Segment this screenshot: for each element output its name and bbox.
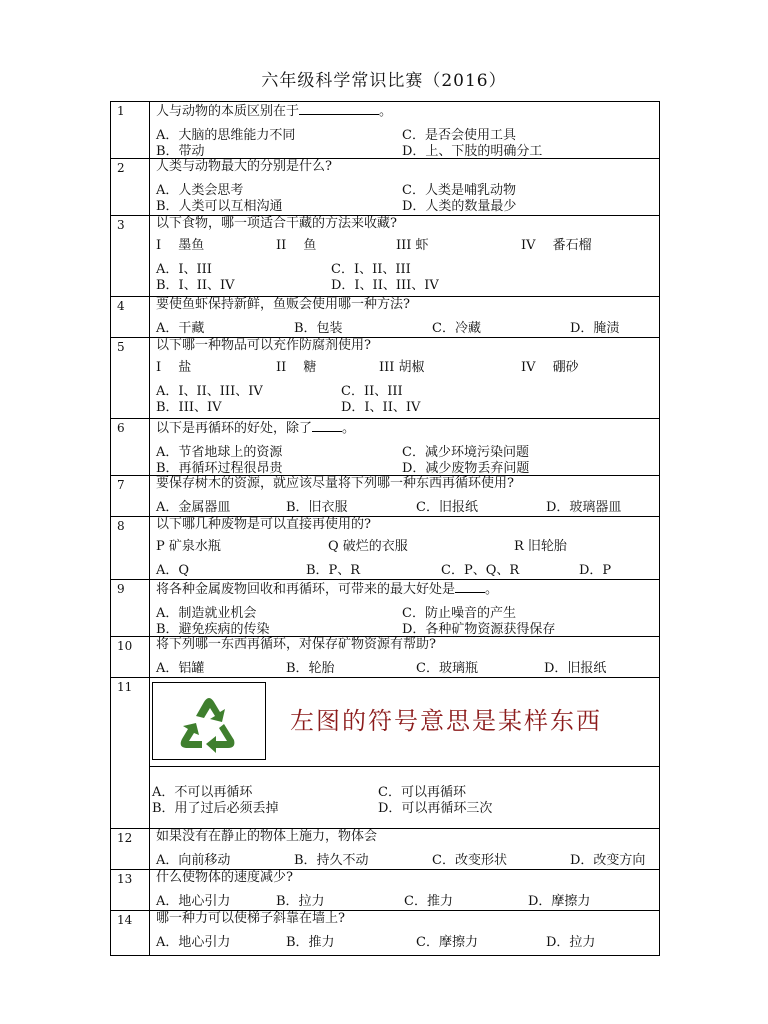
option-b[interactable]: B．P、R — [306, 563, 361, 578]
page-title: 六年级科学常识比赛（2016） — [261, 71, 507, 91]
option-d[interactable]: D．各种矿物资源获得保存 — [402, 622, 556, 637]
item-i: I 盐 — [156, 360, 192, 375]
question-text: 以下食物，哪一项适合干藏的方法来收藏? — [156, 216, 397, 231]
option-d[interactable]: D．摩擦力 — [528, 894, 591, 909]
item-iv: IV 硼砂 — [521, 360, 579, 375]
option-c[interactable]: C．人类是哺乳动物 — [402, 183, 516, 198]
option-a[interactable]: A．节省地球上的资源 — [156, 445, 283, 460]
question-number: 7 — [111, 476, 150, 517]
option-a[interactable]: A．铝罐 — [156, 661, 205, 676]
question-text: 什么使物体的速度减少? — [156, 870, 293, 885]
option-c[interactable]: C．防止噪音的产生 — [402, 606, 516, 621]
option-d[interactable]: D．拉力 — [546, 935, 596, 950]
recycle-icon — [164, 686, 254, 756]
question-text: 将下列哪一东西再循环，对保存矿物资源有帮助? — [156, 637, 436, 652]
option-a[interactable]: A．干藏 — [156, 321, 205, 336]
question-text: 要保存树木的资源，就应该尽量将下列哪一种东西再循环使用? — [156, 476, 514, 491]
question-row-14 — [111, 911, 660, 956]
question-row-4 — [111, 297, 660, 338]
question-text: 哪一种力可以使梯子斜靠在墙上? — [156, 911, 345, 926]
question-number: 2 — [111, 159, 150, 216]
question-number: 4 — [111, 297, 150, 338]
option-b[interactable]: B．拉力 — [276, 894, 325, 909]
option-c[interactable]: C．P、Q、R — [441, 563, 520, 578]
option-a[interactable]: A．I、II、III、IV — [156, 384, 263, 399]
option-c[interactable]: C．减少环境污染问题 — [402, 445, 529, 460]
question-row-6: 6 以下是再循环的好处，除了 。 A．节省地球上的资源 C．减少环境污染问题 B．再循环过程很昂贵 D．减少废物丢弃问题 — [111, 419, 660, 476]
option-d[interactable]: D．人类的数量最少 — [402, 199, 517, 214]
option-b[interactable]: B．人类可以互相沟通 — [156, 199, 283, 214]
item-iii: III 虾 — [396, 238, 429, 253]
question-number: 8 — [111, 517, 150, 580]
question-text: 人与动物的本质区别在于 — [156, 104, 300, 119]
option-d[interactable]: D．I、II、III、IV — [331, 278, 439, 293]
question-row-7 — [111, 476, 660, 517]
option-d[interactable]: D．旧报纸 — [544, 661, 607, 676]
question-text: 人类与动物最大的分别是什么? — [156, 159, 332, 174]
recycle-symbol-image — [152, 682, 266, 760]
option-c[interactable]: C．改变形状 — [432, 853, 507, 868]
option-d[interactable]: D．减少废物丢弃问题 — [402, 461, 530, 476]
question-row-1: 1 人与动物的本质区别在于 。 A．大脑的思维能力不同 C．是否会使用工具 B．带动 D．上、下肢的明确分工 — [111, 102, 660, 159]
answer-blank[interactable] — [299, 102, 379, 115]
option-c[interactable]: C．玻璃瓶 — [416, 661, 478, 676]
option-b[interactable]: B．轮胎 — [286, 661, 335, 676]
item-r: R 旧轮胎 — [514, 539, 567, 554]
question-text: 要使鱼虾保持新鲜，鱼贩会使用哪一种方法? — [156, 297, 410, 312]
question-number: 3 — [111, 216, 150, 297]
question-row-13 — [111, 870, 660, 911]
question-text: 以下哪几种废物是可以直接再使用的? — [156, 517, 371, 532]
question-text: 如果没有在静止的物体上施力，物体会 — [156, 829, 378, 844]
option-b[interactable]: B．包装 — [294, 321, 343, 336]
item-q: Q 破烂的衣服 — [328, 539, 408, 554]
item-iv: IV 番石榴 — [521, 238, 592, 253]
option-c[interactable]: C．可以再循环 — [378, 785, 466, 800]
question-text: 以下哪一种物品可以充作防腐剂使用? — [156, 338, 371, 353]
question-row-10 — [111, 637, 660, 678]
option-a[interactable]: A．向前移动 — [156, 853, 231, 868]
question-number: 9 — [111, 580, 150, 637]
option-a[interactable]: A．人类会思考 — [156, 183, 244, 198]
option-d[interactable]: D．I、II、IV — [341, 400, 421, 415]
option-a[interactable]: A．地心引力 — [156, 894, 231, 909]
option-c[interactable]: C．摩擦力 — [416, 935, 478, 950]
option-d[interactable]: D．改变方向 — [570, 853, 646, 868]
question-row-3 — [111, 216, 660, 297]
question-row-8 — [111, 517, 660, 580]
image-caption: 左图的符号意思是某样东西 — [290, 707, 602, 735]
option-a[interactable]: A．不可以再循环 — [152, 785, 253, 800]
option-c[interactable]: C．旧报纸 — [416, 500, 478, 515]
question-text: 将各种金属废物回收和再循环，可带来的最大好处是 — [156, 582, 456, 597]
option-c[interactable]: C．推力 — [404, 894, 453, 909]
option-a[interactable]: A．地心引力 — [156, 935, 231, 950]
question-text: 以下是再循环的好处，除了 — [156, 421, 313, 436]
option-c[interactable]: C．I、II、III — [331, 262, 411, 277]
option-d[interactable]: D．上、下肢的明确分工 — [402, 144, 543, 159]
question-number: 6 — [111, 419, 150, 476]
question-row-2 — [111, 159, 660, 216]
option-c[interactable]: C．是否会使用工具 — [402, 128, 516, 143]
option-d[interactable]: D．P — [579, 563, 612, 578]
option-a[interactable]: A．Q — [156, 563, 190, 578]
item-ii: II 糖 — [276, 360, 317, 375]
item-iii: III 胡椒 — [379, 360, 425, 375]
option-b[interactable]: B．用了过后必须丢掉 — [152, 801, 279, 816]
question-number: 12 — [111, 829, 150, 870]
item-ii: II 鱼 — [276, 238, 317, 253]
item-i: I 墨鱼 — [156, 238, 205, 253]
option-d[interactable]: D．玻璃器皿 — [546, 500, 622, 515]
option-b[interactable]: B．带动 — [156, 144, 205, 159]
option-c[interactable]: C．II、III — [341, 384, 403, 399]
question-number: 11 — [111, 678, 150, 829]
question-number: 14 — [111, 911, 150, 956]
question-row-9: 9 将各种金属废物回收和再循环，可带来的最大好处是 。 A．制造就业机会 C．防止噪音的产生 B．避免疾病的传染 D．各种矿物资源获得保存 — [111, 580, 660, 637]
option-a[interactable]: A．金属器皿 — [156, 500, 231, 515]
question-row-12 — [111, 829, 660, 870]
option-a[interactable]: A．I、III — [156, 262, 212, 277]
item-p: P 矿泉水瓶 — [156, 539, 221, 554]
option-a[interactable]: A．制造就业机会 — [156, 606, 257, 621]
option-b[interactable]: B．I、II、IV — [156, 278, 235, 293]
option-b[interactable]: B．III、IV — [156, 400, 222, 415]
question-number: 13 — [111, 870, 150, 911]
option-b[interactable]: B．避免疾病的传染 — [156, 622, 270, 637]
option-b[interactable]: B．持久不动 — [294, 853, 369, 868]
option-d[interactable]: D．腌渍 — [570, 321, 620, 336]
question-row-11 — [111, 678, 660, 829]
option-b[interactable]: B．推力 — [286, 935, 335, 950]
answer-blank[interactable] — [455, 580, 485, 593]
answer-blank[interactable] — [312, 419, 342, 432]
question-number: 5 — [111, 338, 150, 419]
option-b[interactable]: B．再循环过程很昂贵 — [156, 461, 283, 476]
question-number: 1 — [111, 102, 150, 159]
question-row-5 — [111, 338, 660, 419]
question-number: 10 — [111, 637, 150, 678]
quiz-table — [110, 101, 660, 956]
option-b[interactable]: B．旧衣服 — [286, 500, 348, 515]
option-d[interactable]: D．可以再循环三次 — [378, 801, 493, 816]
option-a[interactable]: A．大脑的思维能力不同 — [156, 128, 296, 143]
option-c[interactable]: C．冷藏 — [432, 321, 481, 336]
